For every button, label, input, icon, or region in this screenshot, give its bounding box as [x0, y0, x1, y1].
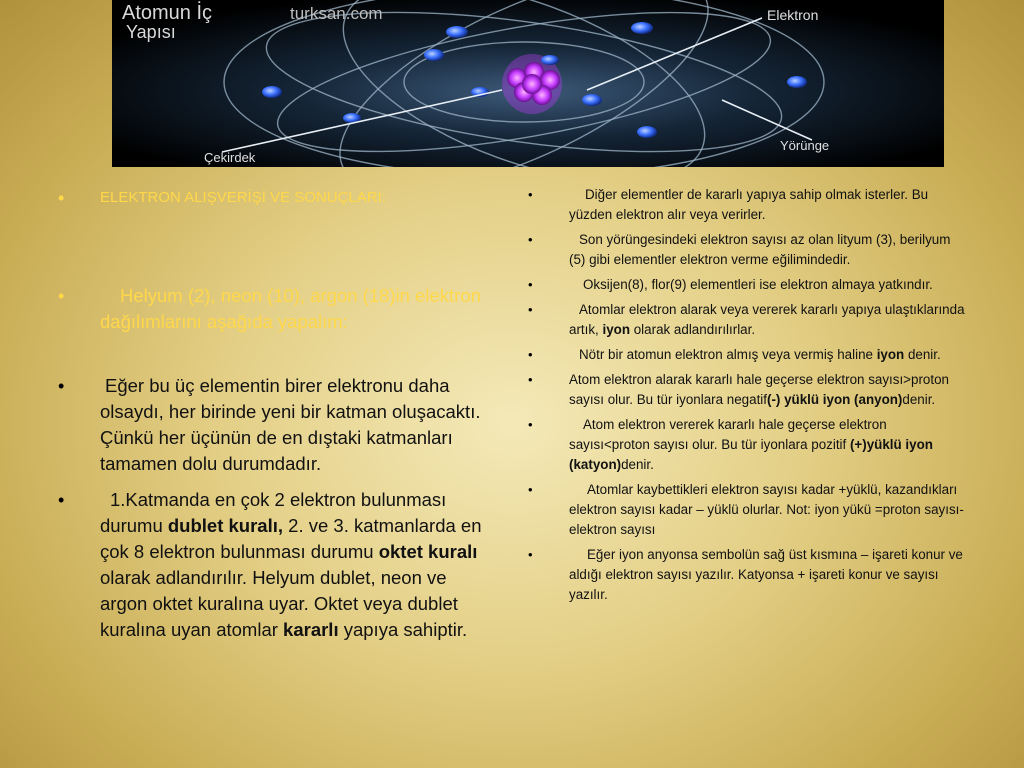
bullet-dot: • [58, 490, 65, 510]
right-text-8: Atomlar kaybettikleri elektron sayısı kadar +yüklü, kazandıkları elektron sayısı kadar – yüklü olurlar. Not: iyon yükü =proton sayısı- elektron sayısı [569, 482, 964, 537]
left-text-2: Helyum (2), neon (10), argon (18)in elektron dağılımlarını aşağıda yapalım: [100, 285, 481, 332]
bullet-dot: • [528, 347, 533, 362]
bullet-dot: • [528, 417, 533, 432]
right-text-1: Diğer elementler de kararlı yapıya sahip olmak isterler. Bu yüzden elektron alır veya verirler. [569, 187, 929, 222]
right-text-2: Son yörüngesindeki elektron sayısı az olan lityum (3), berilyum (5) gibi elementler elektron verme eğilimindedir. [569, 232, 951, 267]
right-text-7: Atom elektron vererek kararlı hale geçerse elektron sayısı<proton sayısı olur. Bu tür iyonlara pozitif (+)yüklü iyon (katyon)denir. [569, 417, 933, 472]
right-text-4: Atomlar elektron alarak veya vererek kararlı yapıya ulaştıklarında artık, iyon olarak adlandırılırlar. [569, 302, 965, 337]
label-orbit: Yörünge [780, 138, 830, 153]
bullet-dot: • [528, 232, 533, 247]
right-bullet-7 [528, 415, 968, 475]
right-text-9: Eğer iyon anyonsa sembolün sağ üst kısmına – işareti konur ve aldığı elektron sayısı yazılır. Katyonsa + işareti konur ve sayısı yazılır. [569, 547, 963, 602]
bullet-dot: • [528, 372, 533, 387]
bullet-dot: • [528, 302, 533, 317]
bullet-dot: • [528, 187, 533, 202]
left-text-3: Eğer bu üç elementin birer elektronu daha olsaydı, her birinde yeni bir katman oluşacaktı. Çünkü her üçünün de en dıştaki katmanları tamamen dolu durumdadır. [100, 375, 481, 474]
bullet-dot: • [58, 188, 65, 208]
bullet-dot: • [528, 277, 533, 292]
right-bullet-3 [528, 275, 968, 295]
right-text-3: Oksijen(8), flor(9) elementleri ise elektron almaya yatkındır. [583, 277, 933, 292]
right-bullet-8 [528, 480, 968, 540]
left-text-4: 1.Katmanda en çok 2 elektron bulunması durumu dublet kuralı, 2. ve 3. katmanlarda en çok 8 elektron bulunması durumu oktet kuralı olarak adlandırılır. Helyum dublet, neon ve argon oktet kuralına uyar. Oktet veya dublet kuralına uyan atomlar kararlı yapıya sahiptir. [100, 489, 482, 640]
banner-watermark: turksan.com [290, 4, 383, 23]
label-electron: Elektron [767, 7, 819, 23]
right-bullet-2 [528, 230, 968, 270]
bullet-dot: • [528, 547, 533, 562]
right-bullet-9 [528, 545, 968, 605]
right-bullet-4 [528, 300, 968, 340]
banner-title-line2: Yapısı [126, 22, 176, 42]
left-bullet-1 [58, 185, 490, 211]
right-text-6: Atom elektron alarak kararlı hale geçerse elektron sayısı>proton sayısı olur. Bu tür iyonlara negatif(-) yüklü iyon (anyon)denir. [569, 372, 949, 407]
banner-title-line1: Atomun İç [122, 2, 213, 24]
bullet-dot: • [528, 482, 533, 497]
label-nucleus: Çekirdek [204, 150, 256, 165]
right-bullet-1 [528, 185, 968, 225]
left-bullet-2 [58, 283, 490, 335]
left-bullet-4 [58, 487, 490, 643]
left-bullet-3 [58, 373, 490, 477]
right-column [528, 185, 968, 610]
section-heading: ELEKTRON ALIŞVERİŞİ VE SONUÇLARI: [100, 189, 386, 206]
bullet-dot: • [58, 286, 65, 306]
bullet-dot: • [58, 376, 65, 396]
atom-diagram-image [112, 0, 944, 167]
right-bullet-5 [528, 345, 968, 365]
right-bullet-6 [528, 370, 968, 410]
right-text-5: Nötr bir atomun elektron almış veya vermiş haline iyon denir. [579, 347, 941, 362]
left-column [58, 185, 490, 643]
